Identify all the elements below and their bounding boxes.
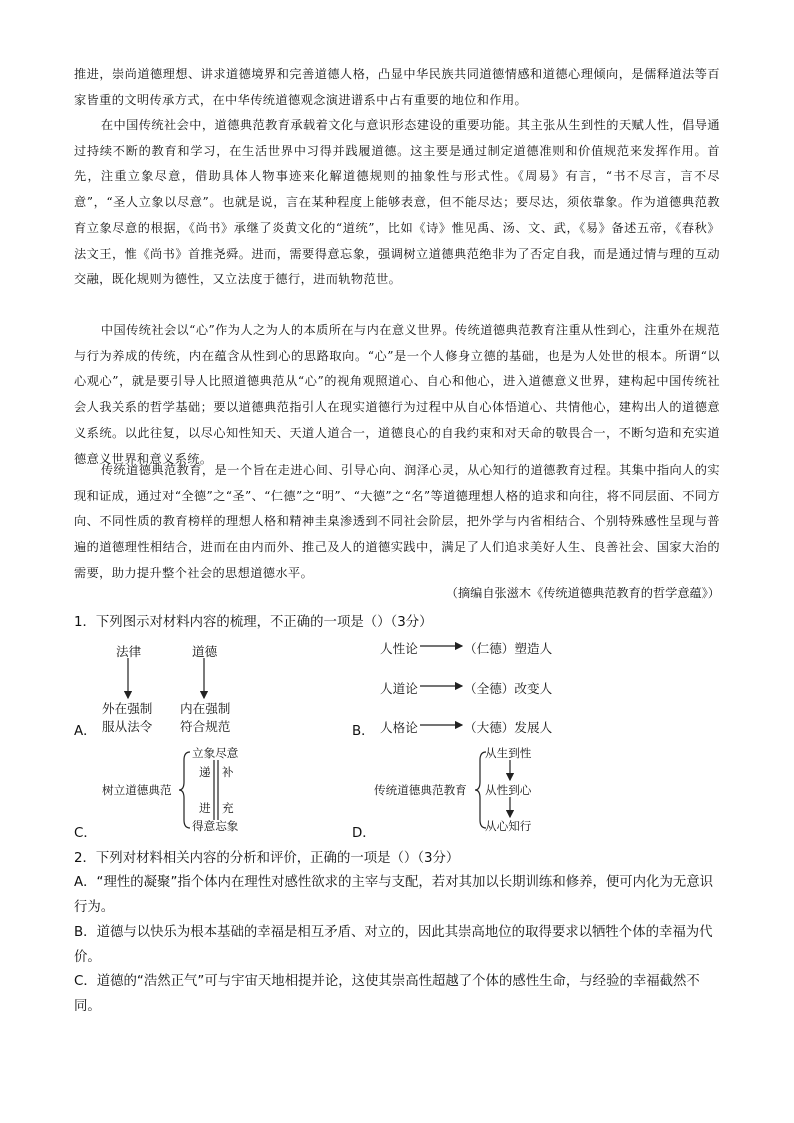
passage-paragraph-4: 传统道德典范教育，是一个旨在走进心间、引导心向、润泽心灵，从心知行的道德教育过程。其集中指向人的实现和证成，通过对“全德”之“圣”、“仁德”之“明”、“大德”之“名”等道德理想人格的追求和向往，将不同层面、不同方向、不同性质的教育榜样的理想人格和精神圭臬渗透到不同社会阶层，把外学与内省相结合、个别特殊感性呈现与普遍的道德理性相结合，进而在由内而外、推己及人的道德实践中，满足了人们追求美好人生、良善社会、国家大治的需要，助力提升整个社会的思想道德水平。: [74, 463, 721, 580]
option-c-label-1a: 递: [199, 765, 211, 779]
option-b-row1-left: 人性论: [380, 641, 418, 656]
option-a-law-result-2: 服从法令: [102, 719, 153, 734]
option-b-row3-right: （大德）发展人: [464, 720, 553, 735]
option-c-brace: [179, 752, 190, 828]
passage-paragraph-1: 推进，崇尚道德理想、讲求道德境界和完善道德人格，凸显中华民族共同道德情感和道德心理倾向，是儒释道法等百家皆重的文明传承方式，在中华传统道德观念演进谱系中占有重要的地位和作用。: [74, 67, 720, 107]
question-2-option-b: B．道德与以快乐为根本基础的幸福是相互矛盾、对立的，因此其崇高地位的取得要求以牺牲个体的幸福为代价。: [74, 925, 713, 965]
option-a-law-result: 外在强制: [102, 701, 153, 716]
option-b-row3-left: 人格论: [380, 720, 418, 735]
option-c-bottom: 得意忘象: [192, 819, 239, 833]
option-d-step-3: 从心知行: [485, 819, 532, 833]
option-a-moral-result-2: 符合规范: [180, 719, 231, 734]
option-c-label-2b: 充: [222, 801, 234, 815]
option-c-root: 树立道德典范: [102, 783, 172, 797]
question-2-stem: 2．下列对材料相关内容的分析和评价，正确的一项是（）（3分）: [74, 851, 460, 866]
option-b-row2-left: 人道论: [380, 681, 418, 696]
option-a-moral: 道德: [192, 644, 218, 659]
passage-paragraph-3: 中国传统社会以“心”作为人之为人的本质所在与内在意义世界。传统道德典范教育注重从性到心，注重外在规范与行为养成的传统，内在蕴含从性到心的思路取向。“心”是一个人修身立德的基础，也是为人处世的根本。所谓“以心观心”，就是要引导人比照道德典范从“心”的视角观照道心、自心和他心，进入道德意义世界，建构起中国传统社会人我关系的哲学基础；要以道德典范指引人在现实道德行为过程中从自心体悟道心、共情他心，建构出人的道德意义系统。以此往复，以尽心知性知天、天道人道合一，道德良心的自我约束和对天命的敬畏合一，不断匀造和充实道德意义世界和意义系统。: [74, 323, 720, 466]
option-d-step-2: 从性到心: [485, 783, 532, 797]
question-2-option-a: A．“理性的凝聚”指个体内在理性对感性欲求的主宰与支配，若对其加以长期训练和修养，便可内化为无意识行为。: [74, 875, 713, 915]
option-c-label-2a: 补: [222, 765, 234, 779]
option-a-moral-result: 内在强制: [180, 701, 231, 716]
option-b-row1-right: （仁德）塑造人: [464, 641, 553, 656]
option-b-letter: B．: [352, 724, 375, 739]
question-2-option-c: C．道德的“浩然正气”可与宇宙天地相提并论，这使其崇高性超越了个体的感性生命，与经验的幸福截然不同。: [74, 974, 700, 1014]
option-a-law: 法律: [116, 644, 142, 659]
option-d-step-1: 从生到性: [485, 746, 532, 760]
option-c-letter: C．: [74, 826, 97, 841]
passage-source: （摘编自张滋木《传统道德典范教育的哲学意蕴》）: [445, 586, 720, 600]
option-c-top: 立象尽意: [192, 746, 239, 760]
option-b-row2-right: （全德）改变人: [464, 681, 553, 696]
passage-paragraph-2: 在中国传统社会中，道德典范教育承载着文化与意识形态建设的重要功能。其主张从生到性的天赋人性，倡导通过持续不断的教育和学习，在生活世界中习得并践履道德。这主要是通过制定道德准则和价值规范来发挥作用。首先，注重立象尽意，借助具体人物事迹来化解道德规则的抽象性与形式性。《周易》有言，“书不尽言，言不尽意”，“圣人立象以尽意”。也就是说，言在某种程度上能够表意，但不能尽达；要尽达，须依靠象。作为道德典范教育立象尽意的根据，《尚书》承继了炎黄文化的“道统”，比如《诗》惟见禹、汤、文、武，《易》备述五帝，《春秋》法文王，惟《尚书》首推尧舜。进而，需要得意忘象，强调树立道德典范绝非为了否定自我，而是通过情与理的互动交融，既化规则为德性，又立法度于德行，进而轨物范世。: [74, 118, 720, 287]
question-1-stem: 1．下列图示对材料内容的梳理，不正确的一项是（）（3分）: [74, 615, 433, 630]
option-c-label-1b: 进: [199, 801, 211, 815]
option-d-root: 传统道德典范教育: [374, 783, 467, 797]
option-a-letter: A．: [74, 724, 97, 739]
option-d-letter: D．: [352, 826, 376, 841]
